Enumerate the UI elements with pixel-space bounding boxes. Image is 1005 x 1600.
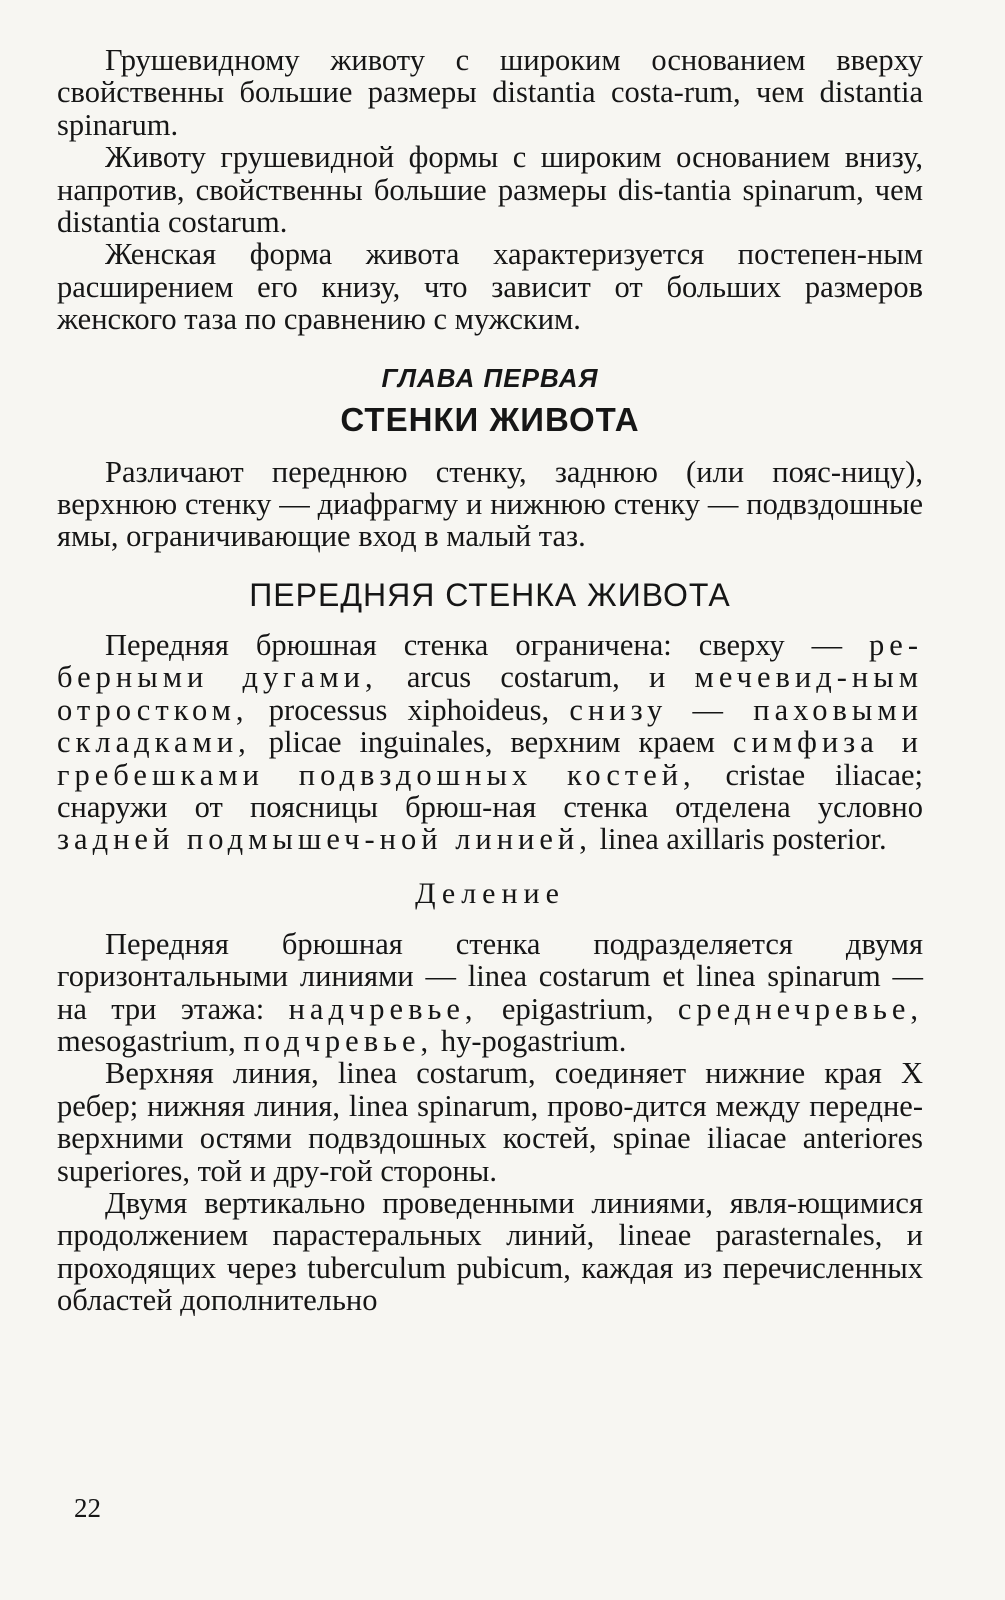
spaced-term: надчревье, xyxy=(288,991,478,1026)
spaced-term: мечевид-ным отростком, xyxy=(57,660,923,727)
spaced-term: симфиза и гребешками подвздошных костей, xyxy=(57,725,923,792)
page-number: 22 xyxy=(74,1493,101,1523)
paragraph-intro-2: Животу грушевидной формы с широким основанием внизу, напротив, свойственны большие размеры dis-tantia spinarum, чем distantia costarum. xyxy=(57,140,923,240)
paragraph-section-1 xyxy=(57,629,923,856)
text-run: epigastrium, xyxy=(477,991,678,1026)
text-run: linea axillaris posterior. xyxy=(591,822,887,857)
paragraph-subsection-1 xyxy=(57,928,923,1058)
page-body xyxy=(57,44,923,1317)
spaced-term: задней подмышеч-ной линией, xyxy=(57,822,592,857)
chapter-label: ГЛАВА ПЕРВАЯ xyxy=(381,362,599,393)
paragraph-chapter-intro: Различают переднюю стенку, заднюю (или пояс-ницу), верхнюю стенку — диафрагму и нижнюю стенку — подвздошные ямы, ограничивающие вход в малый таз. xyxy=(57,454,923,554)
text-run: mesogastrium, xyxy=(57,1023,244,1058)
text-run: hy-pogastrium. xyxy=(433,1023,627,1058)
spaced-term: среднечревье, xyxy=(677,991,924,1026)
subsection-title: Деление xyxy=(415,876,565,910)
text-run: Передняя брюшная стенка подразделяется двумя горизонтальными линиями — linea costarum et linea spinarum — на три этажа: xyxy=(57,926,923,1026)
text-run: processus xiphoideus, xyxy=(248,692,570,727)
text-run: cristae iliacae; снаружи от поясницы брюш-ная стенка отделена условно xyxy=(57,757,923,824)
text-run: plicae inguinales, верхним краем xyxy=(250,725,733,760)
spaced-term: подчревье, xyxy=(243,1023,434,1058)
paragraph-subsection-2: Верхняя линия, linea costarum, соединяет нижние края X ребер; нижняя линия, linea spinarum, прово-дится между передне-верхними остями подвздошных костей, spinae iliacae anteriores superiores, той и дру-гой стороны. xyxy=(57,1056,923,1188)
text-run: arcus costarum, и xyxy=(377,660,695,695)
paragraph-intro-1: Грушевидному животу с широким основанием вверху свойственны большие размеры distantia costa-rum, чем distantia spinarum. xyxy=(57,43,923,142)
text-run: Передняя брюшная стенка ограничена: сверху — xyxy=(105,627,870,662)
paragraph-subsection-3: Двумя вертикально проведенными линиями, явля-ющимися продолжением парастеральных линий, lineae parasternales, и проходящих через tuberculum pubicum, каждая из перечисленных областей дополнительно xyxy=(57,1185,923,1318)
chapter-title: СТЕНКИ ЖИВОТА xyxy=(340,400,640,438)
paragraph-intro-3: Женская форма живота характеризуется постепен-ным расширением его книзу, что зависит от больших размеров женского таза по сравнению с мужским. xyxy=(57,237,923,337)
spaced-term: ре-берными дугами, xyxy=(57,627,923,695)
spaced-term: снизу — паховыми складками, xyxy=(57,692,923,760)
section-title: ПЕРЕДНЯЯ СТЕНКА ЖИВОТА xyxy=(249,576,731,613)
